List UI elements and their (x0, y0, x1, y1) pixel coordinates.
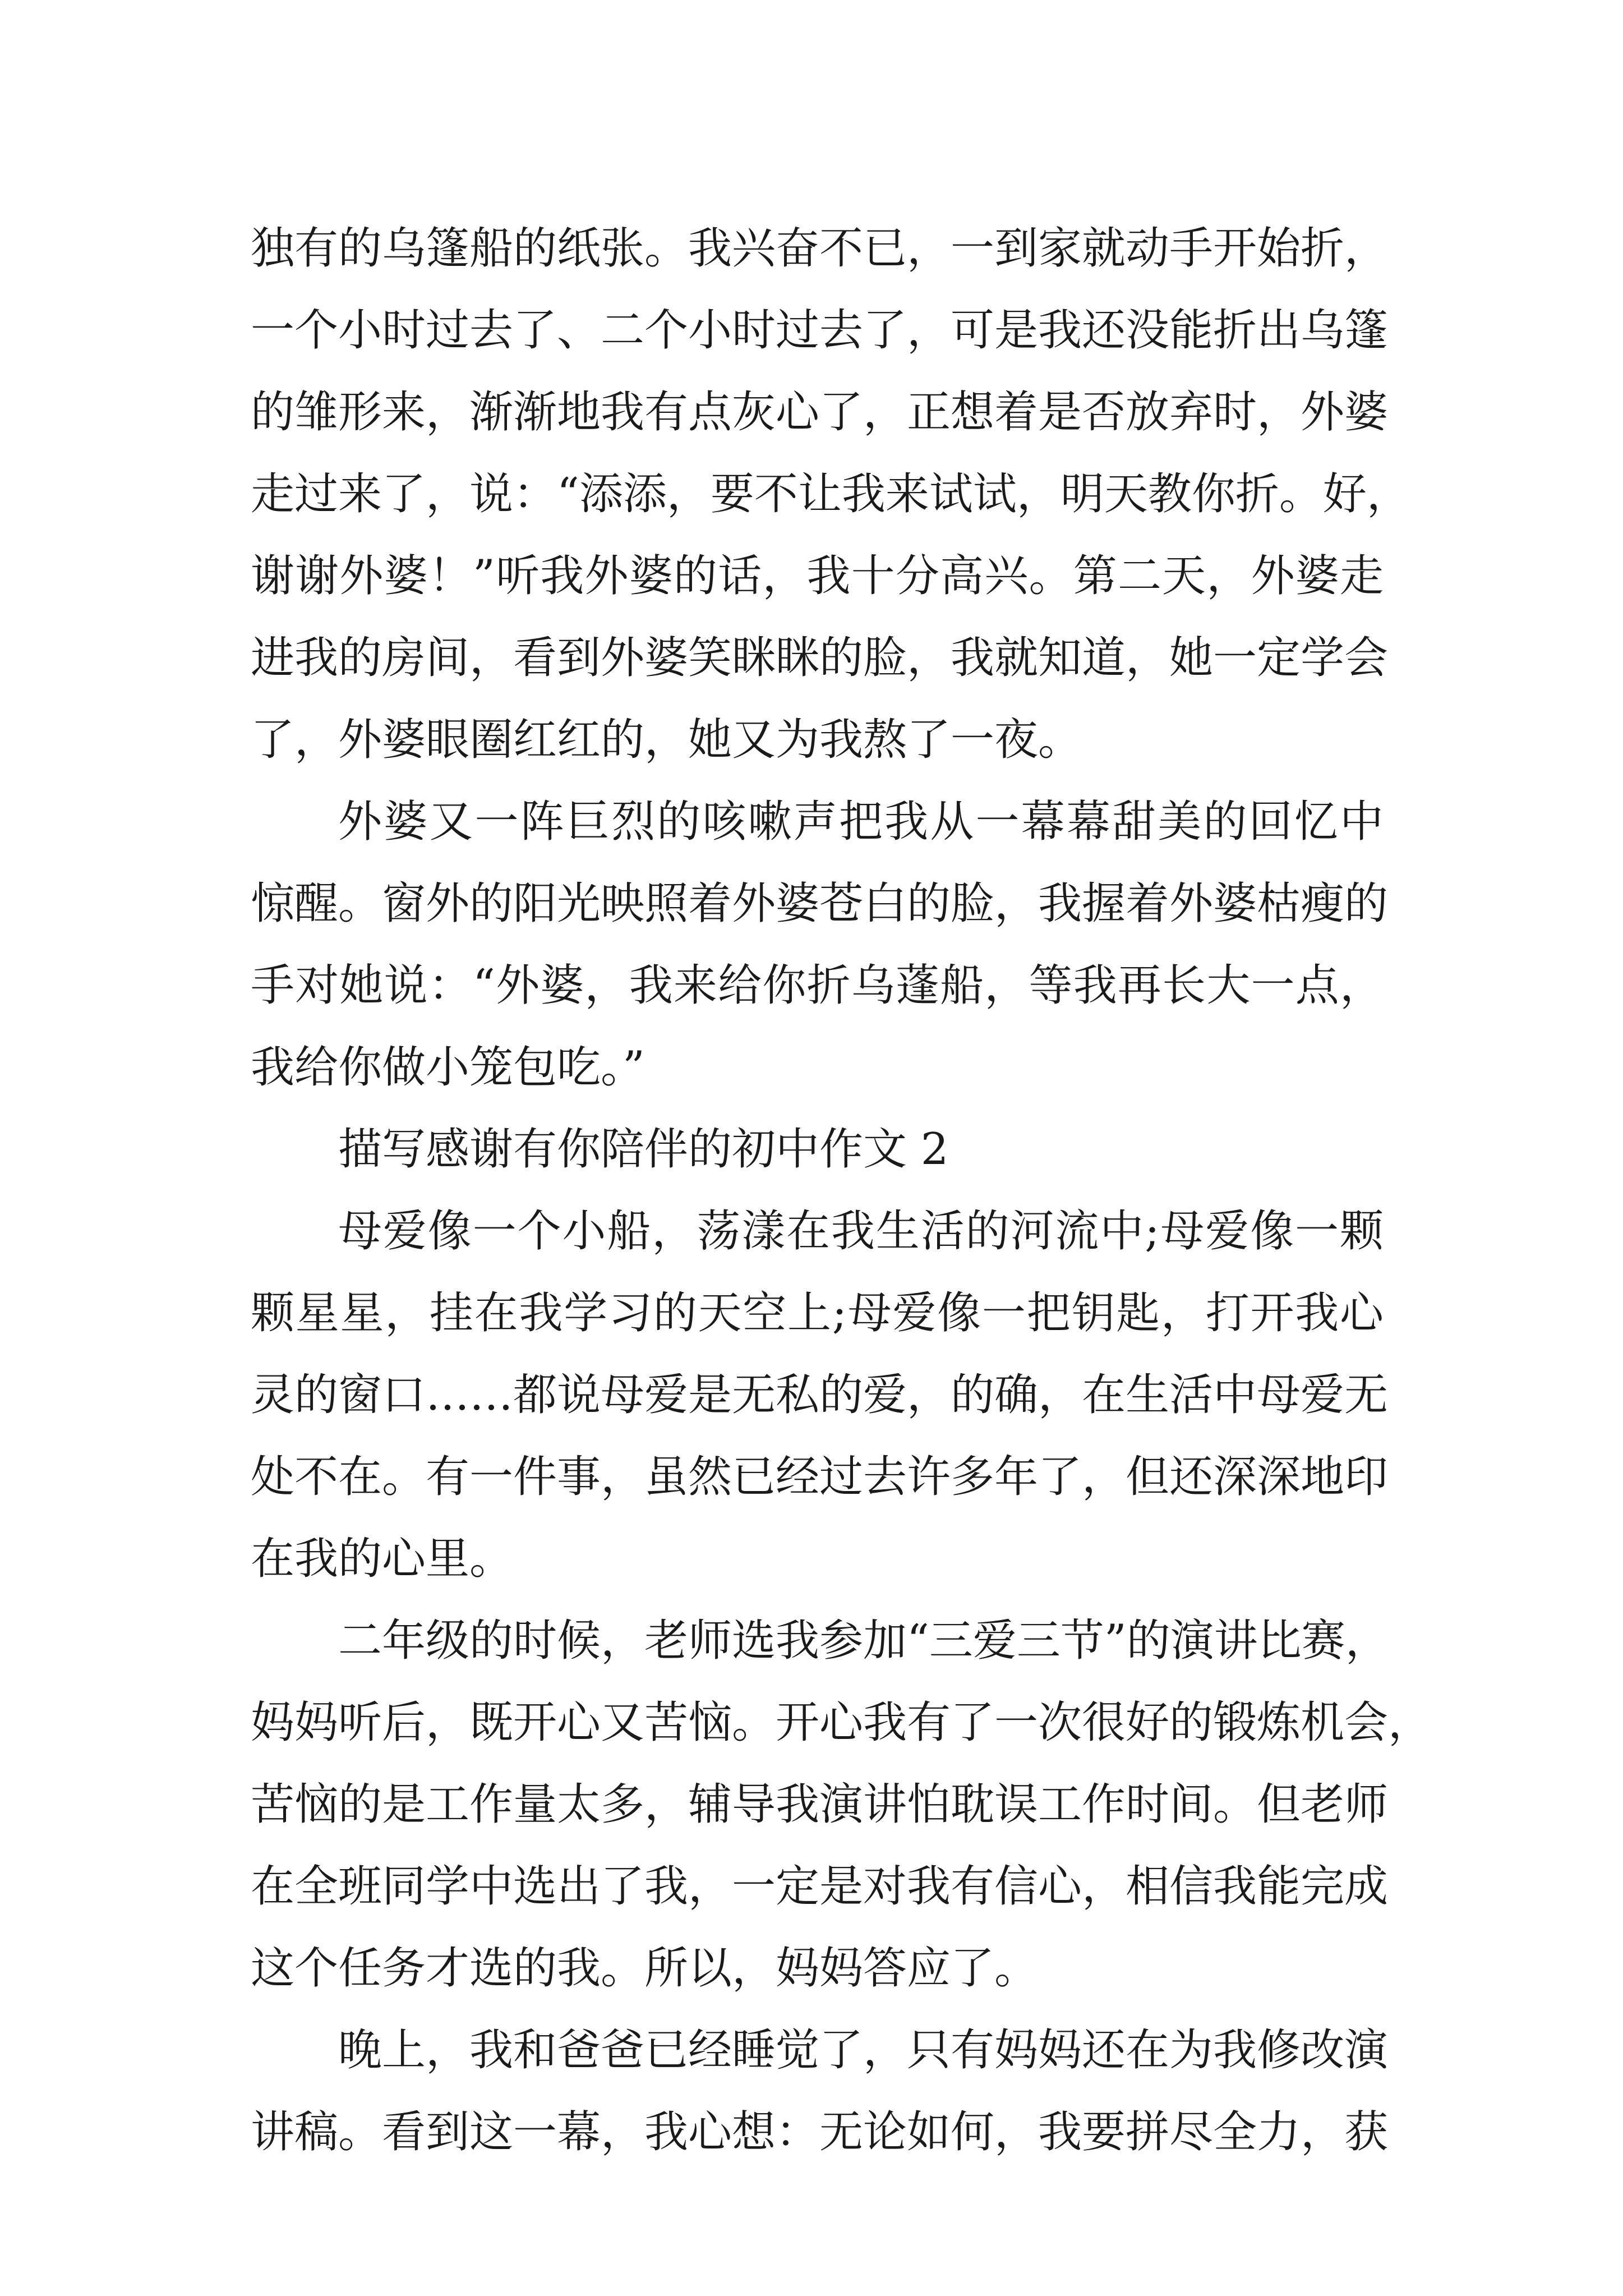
text-line: 晚上，我和爸爸已经睡觉了，只有妈妈还在为我修改演 (338, 2025, 1389, 2076)
text-line: 颗星星，挂在我学习的天空上;母爱像一把钥匙，打开我心 (251, 1288, 1384, 1338)
text-line: 讲稿。看到这一幕，我心想：无论如何，我要拼尽全力，获 (251, 2107, 1389, 2157)
paragraph-mother-love (251, 1190, 1389, 1600)
text-line: 的雏形来，渐渐地我有点灰心了，正想着是否放弃时，外婆 (251, 387, 1389, 438)
text-line: 了，外婆眼圈红红的，她又为我熬了一夜。 (251, 715, 1082, 765)
text-line: 灵的窗口……都说母爱是无私的爱，的确，在生活中母爱无 (251, 1370, 1389, 1420)
text-line: 处不在。有一件事，虽然已经过去许多年了，但还深深地印 (251, 1452, 1389, 1502)
text-line: 走过来了，说：“添添，要不让我来试试，明天教你折。好， (251, 469, 1410, 519)
text-line: 二年级的时候，老师选我参加“三爱三节”的演讲比赛， (338, 1616, 1389, 1666)
text-line: 我给你做小笼包吃。” (251, 1042, 645, 1093)
document-body (251, 208, 1432, 2173)
text-line: 外婆又一阵巨烈的咳嗽声把我从一幕幕甜美的回忆中 (338, 797, 1384, 847)
text-line: 在我的心里。 (251, 1534, 514, 1584)
text-line: 手对她说：“外婆，我来给你折乌蓬船，等我再长大一点， (251, 960, 1384, 1011)
paragraph-evening (251, 2009, 1389, 2173)
text-line: 苦恼的是工作量太多，辅导我演讲怕耽误工作时间。但老师 (251, 1779, 1389, 1830)
essay-title-text: 描写感谢有你陪伴的初中作文 2 (338, 1124, 949, 1175)
text-line: 母爱像一个小船，荡漾在我生活的河流中;母爱像一颗 (338, 1206, 1384, 1257)
paragraph-grandma-cough (251, 781, 1389, 1108)
text-line: 谢谢外婆！”听我外婆的话，我十分高兴。第二天，外婆走 (251, 551, 1384, 601)
paragraph-speech-contest (251, 1600, 1432, 2009)
paragraph-origami-boat (251, 208, 1410, 781)
text-line: 在全班同学中选出了我，一定是对我有信心，相信我能完成 (251, 1861, 1389, 1912)
text-line: 一个小时过去了、二个小时过去了，可是我还没能折出乌篷 (251, 305, 1389, 356)
text-line: 这个任务才选的我。所以，妈妈答应了。 (251, 1943, 1039, 1994)
text-line: 惊醒。窗外的阳光映照着外婆苍白的脸，我握着外婆枯瘦的 (251, 878, 1389, 929)
essay-title (251, 1108, 1384, 1190)
text-line: 进我的房间，看到外婆笑眯眯的脸，我就知道，她一定学会 (251, 633, 1389, 683)
text-line: 妈妈听后，既开心又苦恼。开心我有了一次很好的锻炼机会， (251, 1697, 1432, 1748)
text-line: 独有的乌篷船的纸张。我兴奋不已，一到家就动手开始折， (251, 223, 1389, 274)
